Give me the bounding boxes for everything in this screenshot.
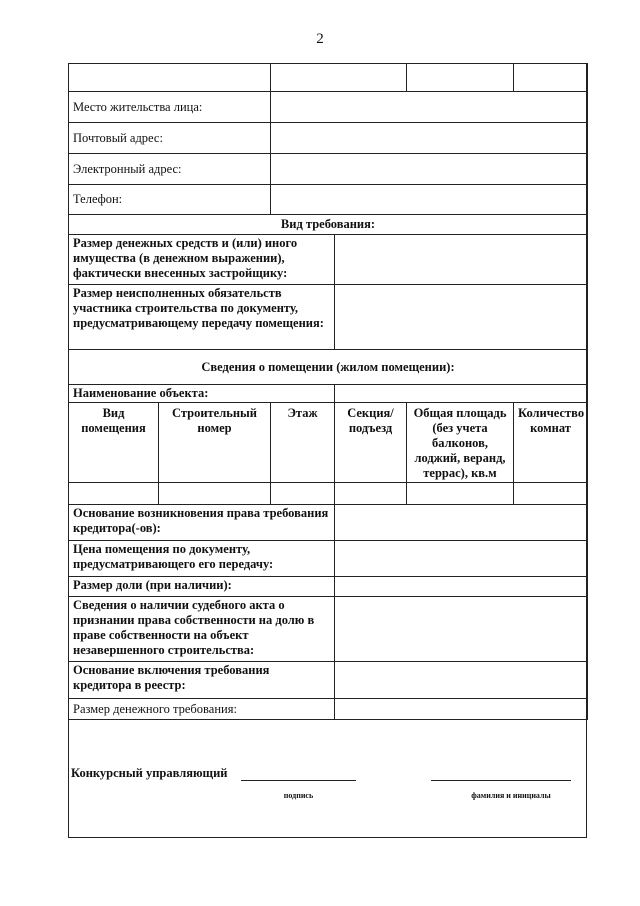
signature-line[interactable] bbox=[241, 780, 356, 781]
email-field[interactable] bbox=[271, 154, 588, 185]
phone-row bbox=[69, 185, 588, 215]
price-label: Цена помещения по документу, предусматривающего его передачу: bbox=[69, 541, 335, 577]
residence-row bbox=[69, 92, 588, 123]
unfulfilled-row bbox=[69, 285, 588, 350]
registry-label: Основание включения требования кредитора в реестр: bbox=[69, 662, 335, 699]
unfulfilled-label: Размер неисполненных обязательств участника строительства по документу, предусматривающему передачу помещения: bbox=[69, 285, 335, 350]
column-header: Секция/ подъезд bbox=[335, 403, 407, 483]
claim-type-header-row bbox=[69, 215, 588, 235]
residence-field[interactable] bbox=[271, 92, 588, 123]
page-number: 2 bbox=[316, 31, 324, 47]
share-label: Размер доли (при наличии): bbox=[69, 577, 335, 597]
phone-field[interactable] bbox=[271, 185, 588, 215]
blank-cell[interactable] bbox=[407, 64, 514, 92]
price-field[interactable] bbox=[335, 541, 588, 577]
funds-row bbox=[69, 235, 588, 285]
basis-field[interactable] bbox=[335, 505, 588, 541]
monetary-label: Размер денежного требования: bbox=[69, 699, 335, 720]
premises-cell[interactable] bbox=[159, 483, 271, 505]
price-row bbox=[69, 541, 588, 577]
manager-label: Конкурсный управляющий bbox=[71, 766, 228, 780]
court-label: Сведения о наличии судебного акта о признании права собственности на долю в праве собственности на объект незавершенного строительства: bbox=[69, 597, 335, 662]
premises-column-headers bbox=[69, 403, 588, 483]
postal-field[interactable] bbox=[271, 123, 588, 154]
postal-label: Почтовый адрес: bbox=[69, 123, 271, 154]
object-name-row bbox=[69, 385, 588, 403]
object-name-label: Наименование объекта: bbox=[69, 385, 335, 403]
court-field[interactable] bbox=[335, 597, 588, 662]
premises-cell[interactable] bbox=[271, 483, 335, 505]
column-header: Этаж bbox=[271, 403, 335, 483]
funds-label: Размер денежных средств и (или) иного имущества (в денежном выражении), фактически внесенных застройщику: bbox=[69, 235, 335, 285]
basis-row bbox=[69, 505, 588, 541]
basis-label: Основание возникновения права требования кредитора(-ов): bbox=[69, 505, 335, 541]
blank-cell[interactable] bbox=[69, 64, 271, 92]
premises-cell[interactable] bbox=[514, 483, 588, 505]
premises-cell[interactable] bbox=[69, 483, 159, 505]
premises-header-row bbox=[69, 350, 588, 385]
premises-cell[interactable] bbox=[407, 483, 514, 505]
name-line[interactable] bbox=[431, 780, 571, 781]
premises-data-row bbox=[69, 483, 588, 505]
share-row bbox=[69, 577, 588, 597]
registry-row bbox=[69, 662, 588, 699]
phone-label: Телефон: bbox=[69, 185, 271, 215]
blank-top-row bbox=[69, 64, 588, 92]
column-header: Общая площадь (без учета балконов, лоджий, веранд, террас), кв.м bbox=[407, 403, 514, 483]
name-caption: фамилия и инициалы bbox=[471, 791, 551, 800]
email-label: Электронный адрес: bbox=[69, 154, 271, 185]
email-row bbox=[69, 154, 588, 185]
unfulfilled-field[interactable] bbox=[335, 285, 588, 350]
court-row bbox=[69, 597, 588, 662]
residence-label: Место жительства лица: bbox=[69, 92, 271, 123]
claim-type-header: Вид требования: bbox=[69, 215, 588, 235]
column-header: Количество комнат bbox=[514, 403, 588, 483]
premises-cell[interactable] bbox=[335, 483, 407, 505]
signature-block bbox=[69, 731, 586, 837]
signature-caption: подпись bbox=[283, 791, 314, 800]
column-header: Строительный номер bbox=[159, 403, 271, 483]
monetary-field[interactable] bbox=[335, 699, 588, 720]
monetary-row bbox=[69, 699, 588, 720]
share-field[interactable] bbox=[335, 577, 588, 597]
funds-field[interactable] bbox=[335, 235, 588, 285]
blank-cell[interactable] bbox=[271, 64, 407, 92]
object-name-field[interactable] bbox=[335, 385, 588, 403]
creditor-claim-form bbox=[68, 63, 588, 720]
premises-header: Сведения о помещении (жилом помещении): bbox=[69, 350, 588, 385]
postal-row bbox=[69, 123, 588, 154]
column-header: Вид помещения bbox=[69, 403, 159, 483]
blank-cell[interactable] bbox=[514, 64, 588, 92]
registry-field[interactable] bbox=[335, 662, 588, 699]
